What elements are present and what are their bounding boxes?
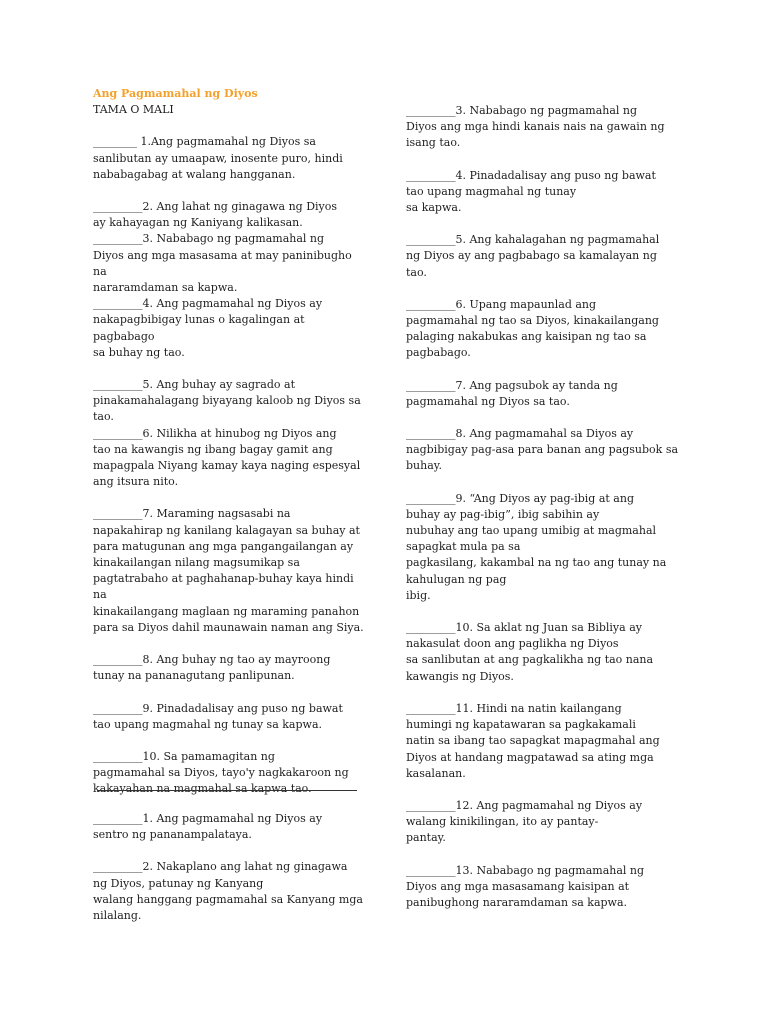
question-line: mapagpala Niyang kamay kaya naging espesyal [93,459,361,473]
question-line: nararamdaman sa kapwa. [93,281,238,295]
question-line: palaging nakabukas ang kaisipan ng tao sa [406,330,647,344]
right-question-list [406,103,681,911]
section-subtitle: TAMA O MALI [93,103,174,117]
question-item [406,232,681,281]
question-line: isang tao. [406,136,461,150]
question-line: _________13. Nababago ng pagmamahal ng [406,863,645,877]
question-item [93,231,368,296]
question-line: nakapagbibigay lunas o kagalingan at pagbabago [93,313,305,343]
question-item [406,701,681,782]
question-line: nubuhay ang tao upang umibig at magmahal [406,524,657,538]
question-line: kinakailangan nilang magsumikap sa [93,556,300,570]
question-line: pagmamahal sa Diyos, tayo'y nagkakaroon ng [93,766,349,780]
question-line: tao na kawangis ng ibang bagay gamit ang [93,442,333,456]
question-item [93,426,368,491]
question-line: sentro ng pananampalataya. [93,828,252,842]
question-line: natin sa ibang tao sapagkat mapagmahal ang [406,734,660,748]
question-item [406,491,681,604]
question-item [406,426,681,475]
question-line: panibughong nararamdaman sa kapwa. [406,895,628,909]
question-line: nakasulat doon ang paglikha ng Diyos [406,637,619,651]
question-line: pagmamahal ng Diyos sa tao. [406,394,570,408]
question-line: kahulugan ng pag [406,572,507,586]
question-line: sapagkat mula pa sa [406,540,521,554]
section-divider [97,790,357,791]
question-line: _________10. Sa pamamagitan ng [93,749,275,763]
question-line: pagtatrabaho at paghahanap-buhay kaya hindi na [93,572,354,602]
question-item [93,199,368,231]
question-line: para sa Diyos dahil maunawain naman ang Siya. [93,620,364,634]
question-line: tao upang magmahal ng tunay [406,184,577,198]
question-line: Diyos ang mga masasamang kaisipan at [406,879,630,893]
question-line: buhay. [406,459,443,473]
bottom-left-column [93,811,368,940]
question-line: sa buhay ng tao. [93,345,185,359]
question-line: _________5. Ang buhay ay sagrado at [93,378,296,392]
question-line: kakayahan na magmahal sa kapwa tao. [93,782,312,796]
question-line: _________10. Sa aklat ng Juan sa Bibliya ay [406,621,642,635]
question-line: kasalanan. [406,766,466,780]
question-item [406,103,681,152]
question-line: kinakailangang maglaan ng maraming panahon [93,604,360,618]
question-line: Diyos ang mga masasama at may paninibugho na [93,248,352,278]
question-line: Diyos at handang magpatawad sa ating mga [406,750,654,764]
question-line: _________3. Nababago ng pagmamahal ng [406,104,638,117]
question-line: Diyos ang mga hindi kanais nais na gawain ng [406,120,665,134]
question-item [93,652,368,684]
question-item [406,798,681,847]
question-item [93,859,368,924]
question-line: ng Diyos, patunay ng Kanyang [93,876,264,890]
question-item [93,506,368,636]
question-line: buhay ay pag-ibig”, ibig sabihin ay [406,507,600,521]
question-line: nilalang. [93,909,142,923]
question-item [93,701,368,733]
question-line: _________2. Nakaplano ang lahat ng ginagawa [93,860,348,874]
question-line: _________8. Ang pagmamahal sa Diyos ay [406,427,634,441]
question-item [93,134,368,183]
question-line: pinakamahalagang biyayang kaloob ng Diyos sa [93,394,361,408]
question-line: sa kapwa. [406,201,462,215]
question-line: ng Diyos ay ang pagbabago sa kamalayan ng tao. [406,249,657,279]
question-line: kawangis ng Diyos. [406,669,514,683]
question-line: walang hanggang pagmamahal sa Kanyang mga [93,892,363,906]
document-title: Ang Pagmamahal ng Diyos [93,87,258,100]
question-line: _________12. Ang pagmamahal ng Diyos ay [406,798,643,812]
question-line: nababagabag at walang hangganan. [93,167,296,181]
question-line: _________11. Hindi na natin kailangang [406,701,622,715]
question-line: pagmamahal ng tao sa Diyos, kinakailangang [406,314,659,328]
question-line: pantay. [406,831,446,845]
left-column [93,86,368,814]
question-line: sa sanlibutan at ang pagkalikha ng tao nana [406,653,654,667]
question-line: _________9. “Ang Diyos ay pag-ibig at ang [406,491,634,505]
question-line: _________4. Pinadadalisay ang puso ng bawat [406,168,656,182]
question-line: _________6. Upang mapaunlad ang [406,297,597,311]
question-line: _________1. Ang pagmamahal ng Diyos ay [93,812,323,825]
question-line: pagkasilang, kakambal na ng tao ang tunay na [406,556,667,570]
question-line: walang kinikilingan, ito ay pantay- [406,815,599,829]
question-line: pagbabago. [406,346,471,360]
question-line: para matugunan ang mga pangangailangan ay [93,539,354,553]
question-item [406,863,681,912]
question-line: tao. [93,410,114,424]
question-item [406,168,681,217]
right-column [406,103,681,927]
question-line: _________8. Ang buhay ng tao ay mayroong [93,653,331,667]
question-line: tao upang magmahal ng tunay sa kapwa. [93,717,322,731]
question-item [406,297,681,362]
question-line: nagbibigay pag-asa para banan ang pagsubok sa [406,443,679,457]
question-line: ________ 1.Ang pagmamahal ng Diyos sa [93,135,316,149]
question-line: _________5. Ang kahalagahan ng pagmamahal [406,233,660,247]
question-line: ibig. [406,588,431,602]
question-line: _________6. Nilikha at hinubog ng Diyos ang [93,426,337,440]
question-line: _________3. Nababago ng pagmamahal ng [93,232,325,246]
left-question-list [93,134,368,797]
question-item [93,377,368,426]
question-line: sanlibutan ay umaapaw, inosente puro, hindi [93,151,343,165]
question-line: _________9. Pinadadalisay ang puso ng bawat [93,701,343,715]
bottom-question-list [93,811,368,924]
question-line: _________7. Maraming nagsasabi na [93,507,291,521]
question-line: ang itsura nito. [93,475,179,489]
question-line: ay kahayagan ng Kaniyang kalikasan. [93,216,303,230]
question-item [93,811,368,843]
question-line: humingi ng kapatawaran sa pagkakamali [406,718,636,732]
question-line: _________2. Ang lahat ng ginagawa ng Diyos [93,200,338,214]
question-item [93,296,368,361]
question-item [406,378,681,410]
question-line: napakahirap ng kanilang kalagayan sa buhay at [93,523,360,537]
question-line: tunay na pananagutang panlipunan. [93,669,295,683]
question-item [406,620,681,685]
question-line: _________7. Ang pagsubok ay tanda ng [406,378,618,392]
question-line: _________4. Ang pagmamahal ng Diyos ay [93,297,323,311]
